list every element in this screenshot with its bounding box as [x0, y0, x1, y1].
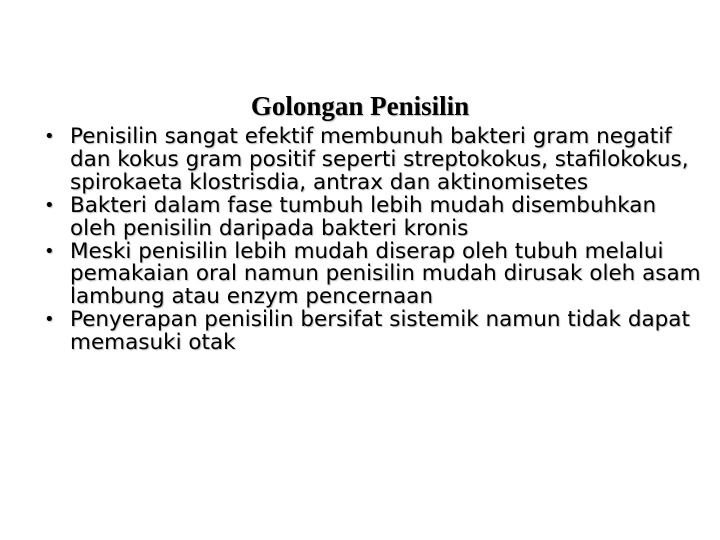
bullet-text: Penisilin sangat efektif membunuh bakteri gram negatif dan kokus gram positif seperti streptokokus, stafilokokus, spirokaeta klostrisdia, antrax dan aktinomisetes	[70, 124, 689, 195]
bullet-text: Meski penisilin lebih mudah diserap oleh tubuh melalui pemakaian oral namun penisilin mudah dirusak oleh asam lambung atau enzym pencernaan	[70, 238, 701, 310]
bullet-dot-icon: •	[44, 126, 55, 147]
bullet-text: Bakteri dalam fase tumbuh lebih mudah disembuhkan oleh penisilin daripada bakteri kronis	[70, 192, 657, 241]
bullet-dot-icon: •	[44, 240, 55, 262]
bullet-item	[44, 309, 704, 355]
bullet-list	[44, 126, 704, 355]
bullet-dot-icon: •	[44, 194, 55, 216]
bullet-item	[44, 238, 704, 310]
bullet-item	[44, 126, 704, 195]
bullet-item	[44, 192, 704, 241]
bullet-text: Penyerapan penisilin bersifat sistemik namun tidak dapat memasuki otak	[70, 307, 690, 356]
slide-title: Golongan Penisilin	[250, 91, 470, 122]
bullet-dot-icon: •	[44, 309, 55, 331]
